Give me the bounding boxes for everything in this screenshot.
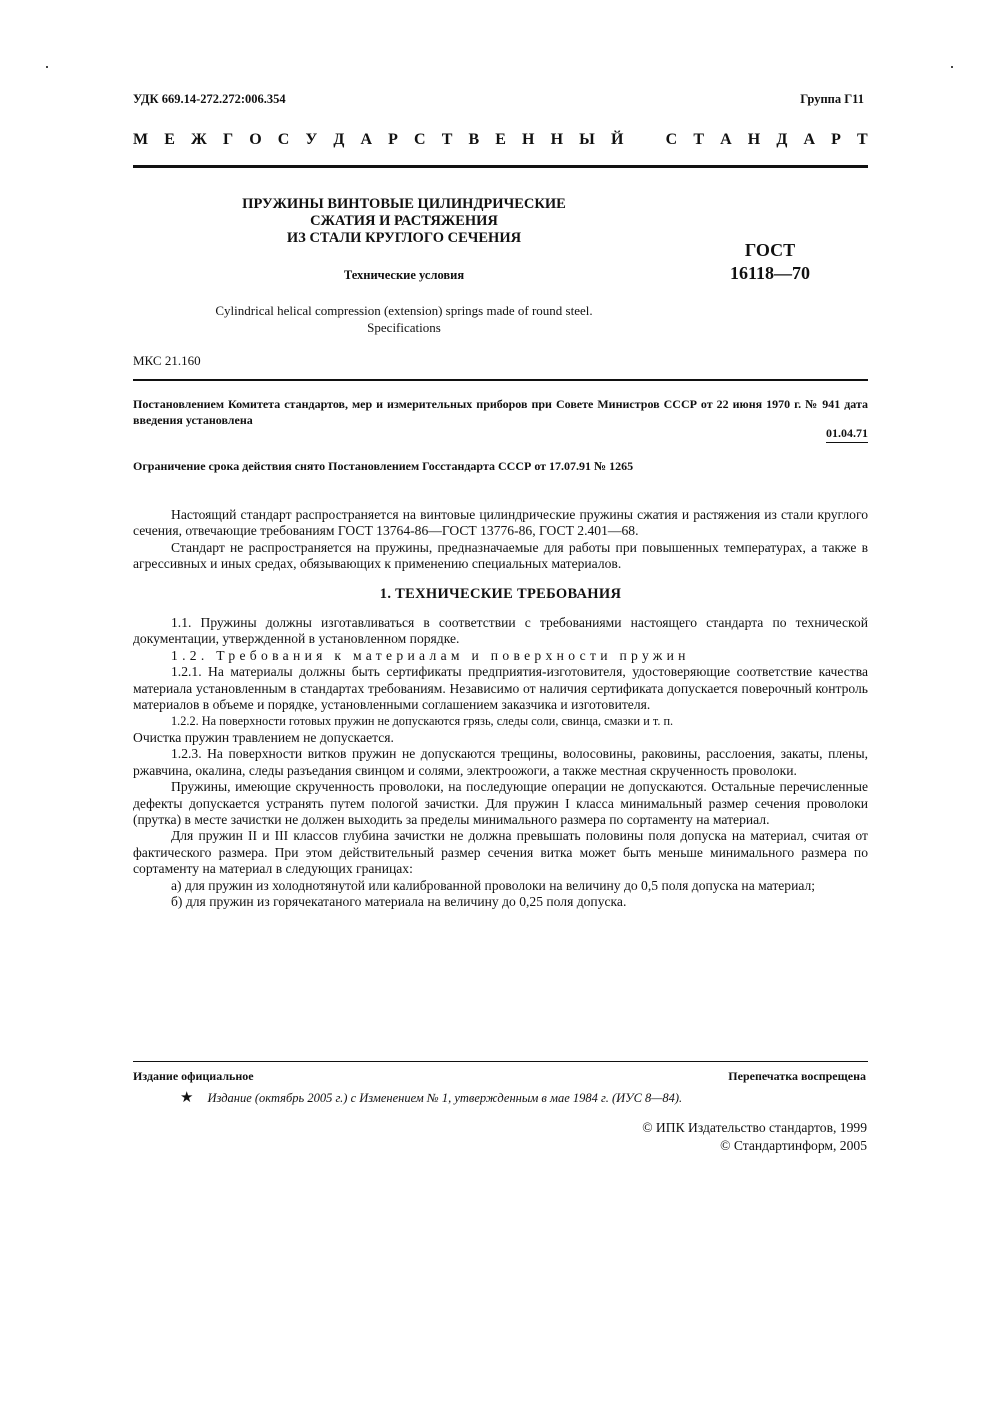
reprint-prohibited-label: Перепечатка воспрещена [728,1069,866,1083]
scan-speck-right [951,66,953,68]
group-code: Группа Г11 [800,92,864,106]
udk-code: УДК 669.14-272.272:006.354 [133,92,286,106]
interstate-letter: Р [388,131,398,148]
interstate-letter: Й [610,131,624,148]
gost-number: 16118—70 [729,263,810,283]
interstate-letter: У [305,131,318,148]
document-body [133,507,868,910]
interstate-letter: Д [776,131,788,148]
clause-1-2: 1.2. Требования к материалам и поверхности пружин [171,647,690,663]
copyright-block [642,1119,867,1155]
intro-paragraph-1: Настоящий стандарт распространяется на винтовые цилиндрические пружины сжатия и растяжения из стали круглого сечения, отвечающие требованиям ГОСТ 13764-86—ГОСТ 13776-86, ГОСТ 2.401—68. [133,507,868,539]
gost-designation [720,239,820,285]
interstate-letter: Е [495,131,506,148]
interstate-letter: Р [831,131,841,148]
interstate-letter: В [468,131,480,148]
title-line-1: ПРУЖИНЫ ВИНТОВЫЕ ЦИЛИНДРИЧЕСКИЕ [242,196,566,212]
interstate-letter: Т [857,131,868,148]
mks-code: МКС 21.160 [133,353,201,368]
decree-text: Постановлением Комитета стандартов, мер и измерительных приборов при Совете Министров СССР от 22 июня 1970 г. № 941 дата введения установлена [133,397,868,427]
edition-text: Издание (октябрь 2005 г.) с Изменением № 1, утвержденным в мае 1984 г. (ИУС 8—84). [207,1091,683,1105]
interstate-letter [640,131,650,149]
list-item-a: а) для пружин из холоднотянутой или калиброванной проволоки на величину до 0,5 поля допуска на материал; [171,877,816,893]
english-title-line-1: Cylindrical helical compression (extension) springs made of round steel. [215,303,593,318]
interstate-letter: А [803,131,816,148]
paragraph-twisted-wire: Пружины, имеющие скрученность проволоки, на последующие операции не допускаются. Остальные перечисленные дефекты допускается устранять путем пологой зачистки. Для пружин I класса минимальный размер сечения проволоки (прутка) в месте зачистки не должен выходить за пределы минимального размера по сортаменту на материал. [133,779,868,827]
interstate-letter: С [665,131,678,148]
section-heading: 1. ТЕХНИЧЕСКИЕ ТРЕБОВАНИЯ [379,585,622,602]
clause-1-2-1: 1.2.1. На материалы должны быть сертификаты предприятия-изготовителя, удостоверяющие соответствие качества материала установленным в стандартах требованиям. Независимо от наличия сертификата допускается поверочный контроль материалов в объеме и порядке, установленными соглашением заказчика и изготовителя. [133,664,868,713]
interstate-letter: С [277,131,290,148]
header-rule [133,165,868,168]
clause-1-2-2-continued: Очистка пружин травлением не допускается. [133,729,394,745]
title-line-2: СЖАТИЯ И РАСТЯЖЕНИЯ [310,213,498,229]
interstate-standard-heading [133,131,868,149]
list-item-b: б) для пружин из горячекатаного материала на величину до 0,25 поля допуска. [171,893,627,909]
copyright-line-2: © Стандартинформ, 2005 [720,1138,867,1153]
introduction-date: 01.04.71 [826,426,868,443]
intro-paragraph-2: Стандарт не распространяется на пружины, предназначаемые для работы при повышенных температурах, а также в агрессивных и иных средах, обязывающих к применению специальных материалов. [133,539,868,572]
paragraph-class-2-3: Для пружин II и III классов глубина зачистки не должна превышать половины поля допуска на материал, считая от фактического размера. При этом действительный размер сечения витка может быть меньше минимального размера по сортаменту на материал в следующих границах: [133,828,868,877]
interstate-letter: О [249,131,262,148]
interstate-letter: Н [522,131,535,148]
interstate-letter: Д [333,131,345,148]
interstate-letter: А [720,131,732,148]
document-subtitle: Технические условия [343,268,465,282]
footer-rule [133,1061,868,1062]
interstate-letter: Н [550,131,564,148]
interstate-letter: А [360,131,373,148]
mks-rule [133,379,868,381]
interstate-letter: Г [222,131,234,148]
star-icon: ★ [180,1090,194,1106]
clause-1-2-2: 1.2.2. На поверхности готовых пружин не допускаются грязь, следы соли, свинца, смазки и т. п. [171,714,674,729]
interstate-letter: С [414,131,426,148]
edition-note [180,1088,682,1107]
interstate-letter: Ы [579,131,595,148]
title-line-3: ИЗ СТАЛИ КРУГЛОГО СЕЧЕНИЯ [286,230,522,246]
interstate-letter: М [133,131,149,148]
clause-1-2-3: 1.2.3. На поверхности витков пружин не допускаются трещины, волосовины, раковины, расслоения, закаты, плены, ржавчина, окалина, следы разъедания свинцом и солями, электроожоги, а также местная скрученность проволоки. [133,746,868,778]
validity-limit-text: Ограничение срока действия снято Постановлением Госстандарта СССР от 17.07.91 № 1265 [133,459,634,473]
interstate-letter: Т [693,131,704,148]
document-title [190,196,618,247]
official-edition-label: Издание официальное [133,1069,254,1083]
clause-1-1: 1.1. Пружины должны изготавливаться в соответствии с требованиями настоящего стандарта по технической документации, утвержденной в установленном порядке. [133,615,868,647]
english-title [160,302,648,336]
scan-speck-left [46,66,48,68]
gost-label: ГОСТ [744,240,796,260]
interstate-letter: Ж [191,131,207,148]
interstate-letter: Н [747,131,761,148]
english-title-line-2: Specifications [367,320,441,335]
interstate-letter: Е [164,131,175,148]
copyright-line-1: © ИПК Издательство стандартов, 1999 [642,1120,867,1135]
interstate-letter: Т [441,131,453,148]
